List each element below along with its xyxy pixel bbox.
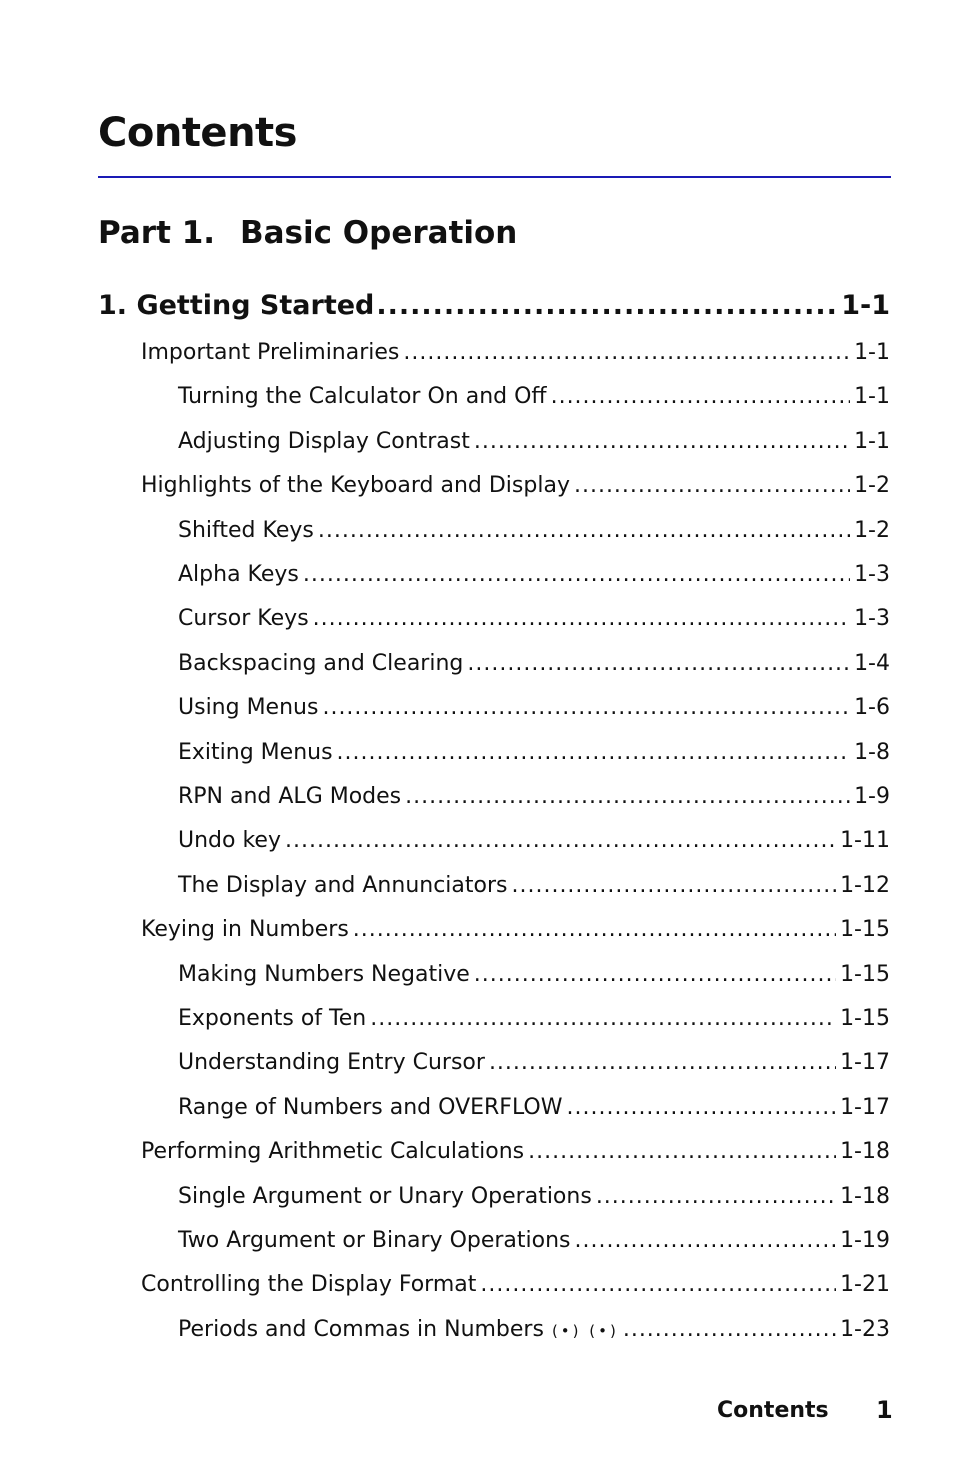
dot-leader: [528, 1139, 836, 1164]
toc-entry-page: 1-2: [854, 517, 890, 543]
toc-entry-title: The Display and Annunciators: [178, 872, 508, 898]
toc-entry-page: 1-6: [854, 695, 890, 721]
toc-entry-title: RPN and ALG Modes: [178, 784, 402, 809]
dot-leader: [405, 784, 850, 809]
page-title: Contents: [98, 110, 297, 156]
toc-entry-title: Performing Arithmetic Calculations: [141, 1139, 525, 1165]
dot-leader: [376, 290, 839, 321]
dot-leader: [575, 1228, 837, 1253]
toc-entry-page: 1-18: [840, 1183, 890, 1209]
dot-leader: [574, 473, 850, 498]
toc-entry: [178, 1095, 890, 1120]
dot-leader: [474, 962, 836, 987]
toc-entry: [141, 917, 890, 942]
toc-entry: [178, 962, 890, 987]
toc-entry-title: Single Argument or Unary Operations: [178, 1183, 592, 1209]
dot-leader: [337, 740, 851, 765]
toc-entry-page: 1-15: [840, 917, 890, 943]
toc-entry-page: 1-21: [840, 1272, 890, 1298]
part-title: Basic Operation: [240, 215, 518, 251]
dot-leader: [285, 828, 836, 853]
toc-entry: [178, 695, 890, 720]
dot-leader: [318, 518, 850, 543]
dot-leader: [403, 340, 850, 365]
toc-entry: [178, 873, 890, 898]
toc-entry: [178, 740, 890, 765]
toc-entry-page: 1-3: [854, 606, 890, 632]
toc-entry-page: 1-2: [854, 473, 890, 499]
toc-entry-title: Alpha Keys: [178, 562, 299, 587]
toc-entry: [178, 1317, 890, 1342]
toc-entry: [141, 473, 890, 498]
toc-entry: [178, 429, 890, 454]
toc-entry-title: Exiting Menus: [178, 739, 333, 765]
toc-entry-title: Two Argument or Binary Operations: [178, 1228, 571, 1253]
toc-entry: [141, 1139, 890, 1164]
toc-entry-page: 1-1: [854, 340, 890, 365]
dot-leader: [370, 1006, 836, 1031]
part-label: Part 1.: [98, 215, 216, 251]
toc-entry-page: 1-18: [840, 1139, 890, 1165]
dot-leader: [551, 384, 850, 409]
dot-leader: [596, 1184, 836, 1209]
toc-entry-title: Cursor Keys: [178, 606, 309, 632]
toc-entry-title: Keying in Numbers: [141, 917, 349, 943]
toc-entry-title: Backspacing and Clearing: [178, 650, 464, 676]
dot-leader: [322, 695, 850, 720]
dot-leader: [480, 1272, 836, 1297]
toc-entry: [178, 384, 890, 409]
toc-entry-page: 1-1: [854, 384, 890, 410]
footer-label: Contents: [717, 1398, 829, 1423]
toc-entry-page: 1-9: [854, 784, 890, 809]
toc-entry-page: 1-3: [854, 562, 890, 587]
toc-chapter-entry: [98, 290, 890, 321]
toc-entry-title: 1. Getting Started: [98, 290, 375, 321]
toc-entry-title: Exponents of Ten: [178, 1006, 367, 1031]
toc-entry-title: Range of Numbers and OVERFLOW: [178, 1094, 563, 1120]
toc-entry-page: 1-1: [854, 428, 890, 454]
toc-entry-title: Turning the Calculator On and Off: [178, 384, 547, 410]
dot-leader: [623, 1317, 836, 1342]
toc-entry-page: 1-19: [840, 1228, 890, 1253]
toc-entry-title: Controlling the Display Format: [141, 1272, 477, 1298]
toc-entry: [178, 1228, 890, 1253]
toc-entry-page: 1-17: [840, 1050, 890, 1076]
toc-entry-page: 1-4: [854, 650, 890, 676]
toc-entry-title: Shifted Keys: [178, 517, 314, 543]
toc-entry: [178, 828, 890, 853]
toc-entry: [141, 340, 890, 365]
dot-leader: [313, 606, 850, 631]
toc-entry: [178, 1050, 890, 1075]
dot-leader: [474, 429, 850, 454]
dot-leader: [489, 1050, 836, 1075]
dot-leader: [467, 651, 850, 676]
toc-entry: [178, 562, 890, 587]
toc-entry-page: 1-17: [840, 1094, 890, 1120]
toc-entry: [178, 1184, 890, 1209]
toc-entry: [141, 1272, 890, 1297]
toc-entry-page: 1-11: [840, 828, 890, 854]
toc-entry-page: 1-1: [841, 290, 890, 321]
toc-entry-page: 1-8: [854, 739, 890, 765]
toc-entry-title: Understanding Entry Cursor: [178, 1050, 485, 1076]
toc-entry-title: Undo key: [178, 828, 281, 854]
toc-entry-page: 1-15: [840, 961, 890, 987]
toc-entry-title: Adjusting Display Contrast: [178, 428, 470, 454]
toc-entry: [178, 1006, 890, 1031]
dot-leader: [303, 562, 850, 587]
key-symbols: (•) (•): [551, 1321, 619, 1340]
toc-entry-title: Using Menus: [178, 695, 319, 721]
toc-entry-page: 1-12: [840, 872, 890, 898]
toc-entry-title: Making Numbers Negative: [178, 961, 470, 987]
toc-entry-page: 1-15: [840, 1006, 890, 1031]
dot-leader: [567, 1095, 837, 1120]
toc-entry-title: Important Preliminaries: [141, 340, 400, 365]
toc-entry: [178, 606, 890, 631]
toc-entry-page: 1-23: [840, 1316, 890, 1342]
dot-leader: [511, 873, 836, 898]
toc-entry-title: Periods and Commas in Numbers: [178, 1316, 544, 1342]
footer-page-number: 1: [876, 1396, 893, 1424]
toc-entry-title: Highlights of the Keyboard and Display: [141, 473, 570, 499]
toc-entry: [178, 784, 890, 809]
dot-leader: [353, 917, 836, 942]
toc-entry: [178, 651, 890, 676]
toc-entry: [178, 518, 890, 543]
